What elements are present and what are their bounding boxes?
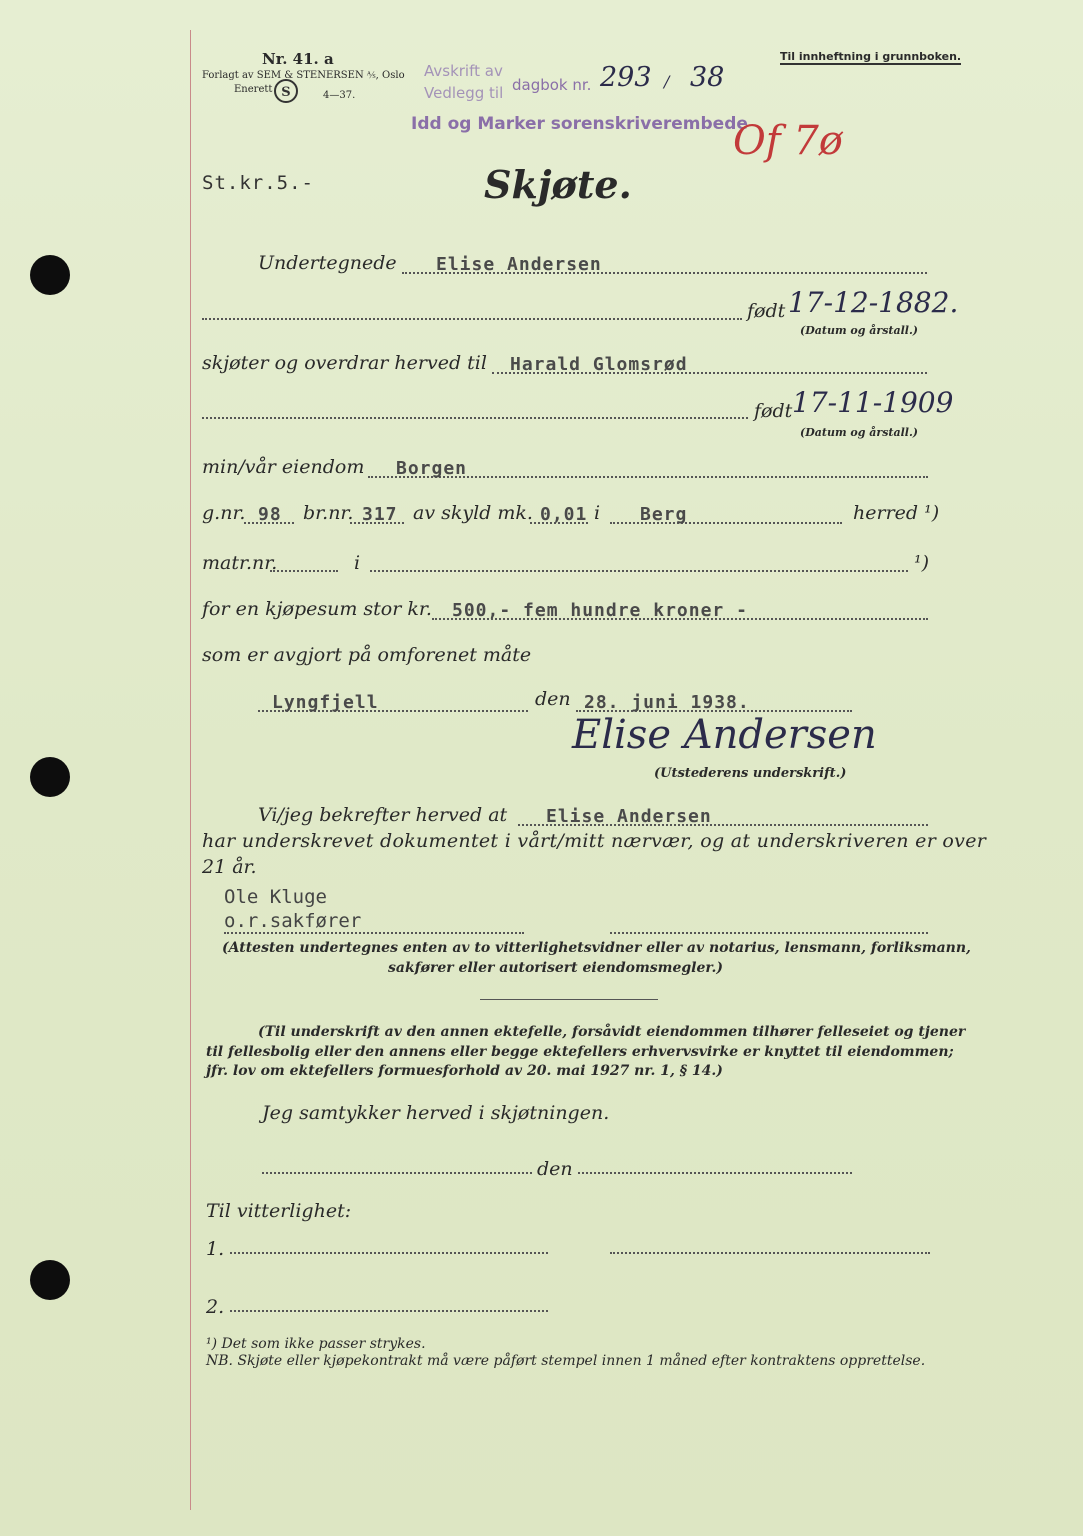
svg-text:S: S <box>281 85 291 100</box>
witness-line <box>230 1310 548 1312</box>
attest-line: har underskrevet dokumentet i vårt/mitt nærvær, og at underskriveren er over <box>202 830 987 852</box>
footnote-nb: NB. Skjøte eller kjøpekontrakt må være påført stempel innen 1 måned efter kontraktens opprettelse. <box>206 1353 926 1369</box>
seller-name: Elise Andersen <box>436 254 602 275</box>
skyld-value: 0,01 <box>540 504 588 525</box>
publisher-date: 4—37. <box>323 90 356 101</box>
property-name: Borgen <box>396 458 468 479</box>
skyld-label: av skyld mk. <box>413 502 533 524</box>
document-title: Skjøte. <box>484 162 632 207</box>
spouse-note: til fellesbolig eller den annens eller begge ektefellers erhvervsvirke er knyttet til eiendommen; <box>206 1044 954 1060</box>
undertegnede-label: Undertegnede <box>258 252 397 274</box>
bekrefter-label: Vi/jeg bekrefter herved at <box>258 804 508 826</box>
dagbok-number: 293 <box>600 62 652 93</box>
den-label: den <box>535 688 571 710</box>
attest-note: (Attesten undertegnes enten av to vitterlighetsvidner eller av notarius, lensmann, forliksmann, <box>222 940 971 956</box>
matr-footnote-mark: ¹) <box>914 552 930 574</box>
herred-label: herred ¹) <box>853 502 940 524</box>
seller-birthdate: 17-12-1882. <box>788 286 959 319</box>
eiendom-label: min/vår eiendom <box>202 456 365 478</box>
stamp-avskrift: Avskrift av <box>424 62 503 80</box>
fodt-label: født <box>754 400 793 422</box>
attested-signer: Elise Andersen <box>546 806 712 827</box>
seller-signature: Elise Andersen <box>572 712 877 758</box>
datum-hint: (Datum og årstall.) <box>800 324 918 337</box>
form-number: Nr. 41. a <box>262 50 334 68</box>
spouse-note: jfr. lov om ektefellers formuesforhold av 20. mai 1927 nr. 1, § 14.) <box>206 1063 723 1079</box>
witness-name: Ole Kluge <box>224 886 327 908</box>
fill-line <box>270 570 338 572</box>
fill-line <box>262 1172 532 1174</box>
matr-i-label: i <box>354 552 361 574</box>
attest-note: sakfører eller autorisert eiendomsmegler.) <box>388 960 723 976</box>
brnr-value: 317 <box>362 504 398 525</box>
margin-rule <box>190 30 191 1510</box>
buyer-birthdate: 17-11-1909 <box>792 386 954 419</box>
dagbok-year: 38 <box>690 62 725 93</box>
herred-value: Berg <box>640 504 688 525</box>
den-label: den <box>537 1158 573 1180</box>
i-label: i <box>594 502 601 524</box>
witness-line <box>224 932 524 934</box>
publisher-logo-icon <box>272 78 300 104</box>
publisher-line: Forlagt av SEM & STENERSEN ⅍, Oslo <box>202 70 405 81</box>
red-handwritten-note: Of 7ø <box>733 118 843 164</box>
witness-line <box>230 1252 548 1254</box>
publisher-enerett: Enerett <box>234 84 273 95</box>
witness-line <box>610 1252 930 1254</box>
dagbok-year-separator: / <box>664 72 670 91</box>
witness-title: o.r.sakfører <box>224 910 362 932</box>
punch-hole <box>30 1260 70 1300</box>
fill-line <box>202 318 742 320</box>
spouse-note: (Til underskrift av den annen ektefelle, forsåvidt eiendommen tilhører felleseiet og tjener <box>258 1024 966 1040</box>
purchase-price: 500,- fem hundre kroner - <box>452 600 748 621</box>
fill-line <box>202 417 748 419</box>
punch-hole <box>30 255 70 295</box>
kjopesum-label: for en kjøpesum stor kr. <box>202 598 432 620</box>
witness-number: 1. <box>206 1238 225 1260</box>
consent-text: Jeg samtykker herved i skjøtningen. <box>262 1102 610 1124</box>
vitterlighet-label: Til vitterlighet: <box>206 1200 352 1222</box>
signature-caption: (Utstederens underskrift.) <box>654 766 847 781</box>
stamp-office: Idd og Marker sorenskriverembede <box>411 114 748 134</box>
gnr-value: 98 <box>258 504 282 525</box>
stamp-vedlegg: Vedlegg til <box>424 84 504 102</box>
punch-hole <box>30 757 70 797</box>
avgjort-text: som er avgjort på omforenet måte <box>202 644 532 666</box>
fill-line <box>578 1172 852 1174</box>
witness-line <box>610 932 928 934</box>
signing-place: Lyngfjell <box>272 692 379 713</box>
buyer-name: Harald Glomsrød <box>510 354 688 375</box>
divider <box>480 999 658 1000</box>
gnr-label: g.nr. <box>202 502 246 524</box>
fill-line <box>370 570 908 572</box>
attest-age-line: 21 år. <box>202 856 257 878</box>
datum-hint: (Datum og årstall.) <box>800 426 918 439</box>
stamp-duty: St.kr.5.- <box>202 172 314 194</box>
footnote: ¹) Det som ikke passer strykes. <box>206 1336 426 1352</box>
brnr-label: br.nr. <box>303 502 354 524</box>
filing-note: Til innheftning i grunnboken. <box>780 50 962 63</box>
signing-date: 28. juni 1938. <box>584 692 750 713</box>
fodt-label: født <box>747 300 786 322</box>
witness-number: 2. <box>206 1296 225 1318</box>
matr-label: matr.nr. <box>202 552 278 574</box>
stamp-dagbok-label: dagbok nr. <box>512 76 592 94</box>
transfer-label: skjøter og overdrar herved til <box>202 352 487 374</box>
